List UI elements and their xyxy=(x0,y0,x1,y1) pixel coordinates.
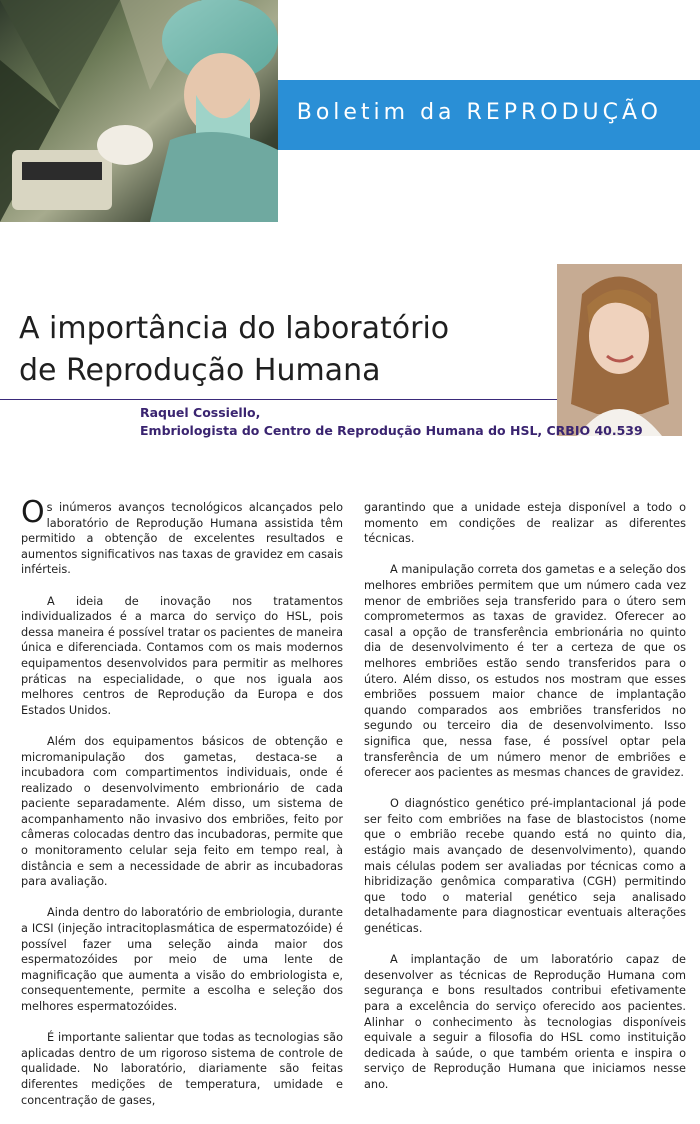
author-portrait xyxy=(557,264,682,436)
title-divider xyxy=(0,399,557,400)
paragraph: A ideia de inovação nos tratamentos individualizados é a marca do serviço do HSL, pois dessa maneira é possível tratar os pacientes de maneira única e diferenciada. Contamos com os mais modernos equipamentos desenvolvidos para permitir as melhores práticas na especialidade, o que nos iguala aos melhores centros de Reprodução da Europa e dos Estados Unidos. xyxy=(21,594,343,717)
header-banner xyxy=(278,80,700,150)
banner-title-part: REPRODUÇÃO xyxy=(466,100,662,125)
article-title-line: A importância do laboratório xyxy=(19,311,450,346)
author-name: Raquel Cossiello, xyxy=(140,405,261,420)
author-portrait-illustration xyxy=(557,264,682,436)
banner-title xyxy=(297,100,662,125)
paragraph-text: s inúmeros avanços tecnológicos alcançados pelo laboratório de Reprodução Humana assistida têm permitido a obtenção de excelentes resultados e aumentos significativos nas taxas de gravidez em casais inférteis. xyxy=(21,501,343,577)
article-column-left xyxy=(21,495,343,1124)
paragraph: garantindo que a unidade esteja disponível a todo o momento em condições de realizar as diferentes técnicas. xyxy=(364,501,686,546)
article-column-right xyxy=(364,500,686,1108)
banner-title-part: Boletim da xyxy=(296,100,467,125)
article-title-line: de Reprodução Humana xyxy=(19,353,381,388)
paragraph: Além dos equipamentos básicos de obtenção e micromanipulação dos gametas, destaca-se a incubadora com compartimentos individuais, onde é realizado o desenvolvimento embrionário de cada paciente separadamente. Além disso, um sistema de acompanhamento não invasivo dos embriões, feito por câmeras colocadas dentro das incubadoras, permite que o monitoramento celular seja feito em tempo real, à distância e sem a necessidade de abrir as incubadoras para avaliação. xyxy=(21,734,343,889)
paragraph: Ainda dentro do laboratório de embriologia, durante a ICSI (injeção intracitoplasmática de espermatozóide) é possível fazer uma seleção ainda maior dos espermatozóides por meio de uma lente de magnificação que aumenta a visão do embriologista e, consequentemente, permite a escolha e seleção dos melhores espermatozóides. xyxy=(21,906,343,1013)
paragraph: A manipulação correta dos gametas e a seleção dos melhores embriões permitem que um número cada vez menor de embriões seja transferido para o útero sem comprometermos as taxas de gravidez. Oferecer ao casal a opção de transferência embrionária no quinto dia de desenvolvimento é ter a certeza de que os melhores embriões estão sendo transferidos para o útero. Além disso, os estudos nos mostram que esses embriões possuem maior chance de implantação quando comparados aos embriões transferidos no segundo ou terceiro dia de desenvolvimento. Isso significa que, nessa fase, é possível optar pela transferência de um número menor de embriões e oferecer aos pacientes as mesmas chances de gravidez. xyxy=(364,563,686,780)
lab-photo xyxy=(0,0,278,222)
paragraph: O diagnóstico genético pré-implantacional já pode ser feito com embriões na fase de blastocistos (nome que o embrião recebe quando está no quinto dia, estágio mais avançado de desenvolvimento), quando mais células podem ser avaliadas por técnicas como a hibridização genômica comparativa (CGH) permitindo que todo o material genético seja analisado detalhadamente para diagnosticar eventuais alterações genéticas. xyxy=(364,797,686,936)
paragraph xyxy=(21,495,343,578)
author-role: Embriologista do Centro de Reprodução Humana do HSL, CRBIO 40.539 xyxy=(140,423,643,438)
paragraph: É importante salientar que todas as tecnologias são aplicadas dentro de um rigoroso sistema de controle de qualidade. No laboratório, diariamente são feitas diferentes medições de temperatura, umidade e concentração de gases, xyxy=(21,1031,343,1107)
lab-photo-illustration xyxy=(0,0,278,222)
article-title xyxy=(19,308,539,392)
paragraph: A implantação de um laboratório capaz de desenvolver as técnicas de Reprodução Humana com segurança e bons resultados contribui efetivamente para a excelência do serviço oferecido aos pacientes. Alinhar o conhecimento às tecnologias disponíveis equivale a seguir a filosofia do HSL como instituição dedicada à saúde, o que também orienta e inspira o serviço de Reprodução Humana que iniciamos nesse ano. xyxy=(364,953,686,1091)
drop-cap: O xyxy=(21,495,45,530)
